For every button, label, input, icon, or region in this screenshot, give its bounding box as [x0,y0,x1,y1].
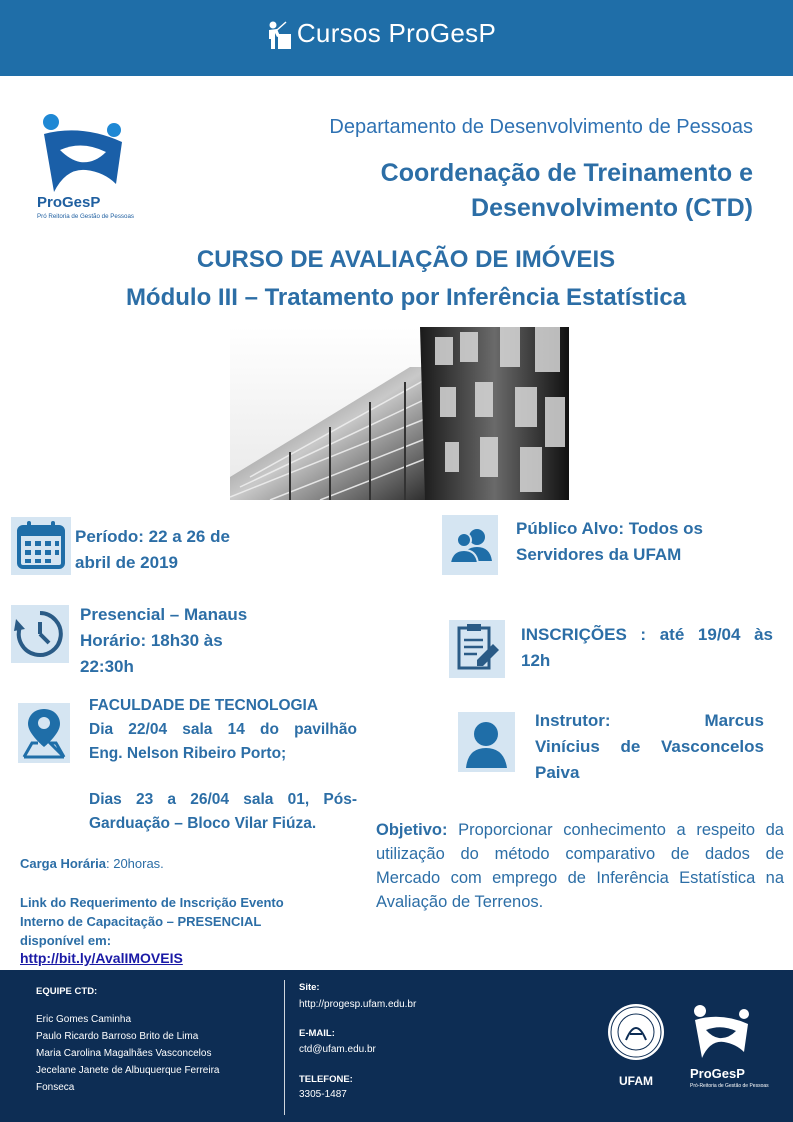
coordination-line-1: Coordenação de Treinamento e [380,159,753,187]
logo-subtitle: Pró Reitoria de Gestão de Pessoas [37,213,134,220]
module-title: Módulo III – Tratamento por Inferência Estatística [125,284,687,311]
email-label: E-MAIL: [299,1028,335,1039]
progesp-logo [34,112,134,222]
registration-link[interactable]: http://bit.ly/AvalIMOVEIS [20,950,183,966]
logo-name: ProGesP [37,194,101,211]
period-line-1: Período: 22 a 26 de [75,527,230,546]
period-text [75,524,230,576]
phone-label: TELEFONE: [299,1074,353,1085]
workload-label: Carga Horária [20,856,106,871]
team-member: Fonseca [36,1082,75,1093]
team-label: EQUIPE CTD: [36,986,98,997]
registration-icon-box [449,620,505,678]
modality-line-3: 22:30h [80,657,134,676]
instructor-line-1: Instrutor: Marcus [535,711,764,730]
team-list [36,1011,266,1096]
team-member: Eric Gomes Caminha [36,1014,132,1025]
registration-line-1: INSCRIÇÕES : até 19/04 às [521,625,773,644]
instructor-line-3: Paiva [535,763,580,782]
link-text [20,893,284,950]
progesp-footer-subtitle: Pró-Reitoria de Gestão de Pessoas [690,1083,769,1089]
calendar-icon [11,517,71,575]
registration-line-2: 12h [521,651,551,670]
modality-line-1: Presencial – Manaus [80,605,248,624]
modality-line-2: Horário: 18h30 às [80,631,223,650]
objective-label: Objetivo: [376,821,448,839]
team-member: Paulo Ricardo Barroso Brito de Lima [36,1031,199,1042]
workload-text [20,854,164,873]
ufam-label: UFAM [619,1074,653,1088]
team-member: Jecelane Janete de Albuquerque Ferreira [36,1065,220,1076]
instructor-icon-box [458,712,515,772]
course-title: CURSO DE AVALIAÇÃO DE IMÓVEIS [196,246,616,273]
period-line-2: abril de 2019 [75,553,179,572]
email-link[interactable]: ctd@ufam.edu.br [299,1044,376,1055]
header-title: Cursos ProGesP [296,18,497,48]
coordination-line-2: Desenvolvimento (CTD) [471,194,753,222]
workload-value: : 20horas. [105,856,164,871]
link-line-2: Interno de Capacitação – PRESENCIAL [20,914,262,929]
footer-divider [284,980,285,1115]
clock-icon [11,605,69,663]
audience-icon-box [442,515,498,575]
building-photo [230,327,569,500]
registration-text [521,622,773,674]
location-line-2: Dia 22/04 sala 14 do pavilhão [89,721,357,738]
location-line-4: Dias 23 a 26/04 sala 01, Pós- [89,791,357,808]
location-pin-icon [18,703,70,763]
department-heading: Departamento de Desenvolvimento de Pessoas [329,116,753,138]
progesp-footer-name: ProGesP [690,1066,745,1081]
location-line-3: Eng. Nelson Ribeiro Porto; [89,745,287,762]
users-icon [442,515,498,575]
site-link[interactable]: http://progesp.ufam.edu.br [299,999,417,1010]
audience-text [516,516,703,568]
clock-icon-box [11,605,69,663]
progesp-logo-mark [34,112,129,202]
link-line-1: Link do Requerimento de Inscrição Evento [20,895,284,910]
instructor-text [535,708,764,786]
coordination-heading [253,156,753,226]
objective-text [376,818,784,914]
ufam-seal-icon [606,1002,666,1062]
person-icon [458,712,515,772]
location-icon-box [18,703,70,763]
link-line-3: disponível em: [20,933,112,948]
location-line-1: FACULDADE DE TECNOLOGIA [89,697,319,714]
instructor-line-2: Vinícius de Vasconcelos [535,737,764,756]
audience-line-1: Público Alvo: Todos os [516,519,703,538]
location-line-5: Garduação – Bloco Vilar Fiúza. [89,815,317,832]
site-label: Site: [299,982,320,993]
modality-text [80,602,247,680]
phone-value: 3305-1487 [299,1089,347,1100]
progesp-footer-logo-icon [690,1004,752,1062]
objective-body: Proporcionar conhecimento a respeito da utilização do método comparativo de dados de Mercado com emprego de Inferência Estatística na Avaliação de Terrenos. [376,821,784,911]
footer [0,970,793,1122]
audience-line-2: Servidores da UFAM [516,545,682,564]
form-pen-icon [449,620,505,678]
calendar-icon-box [11,517,71,575]
team-member: Maria Carolina Magalhães Vasconcelos [36,1048,212,1059]
location-text [89,694,357,836]
